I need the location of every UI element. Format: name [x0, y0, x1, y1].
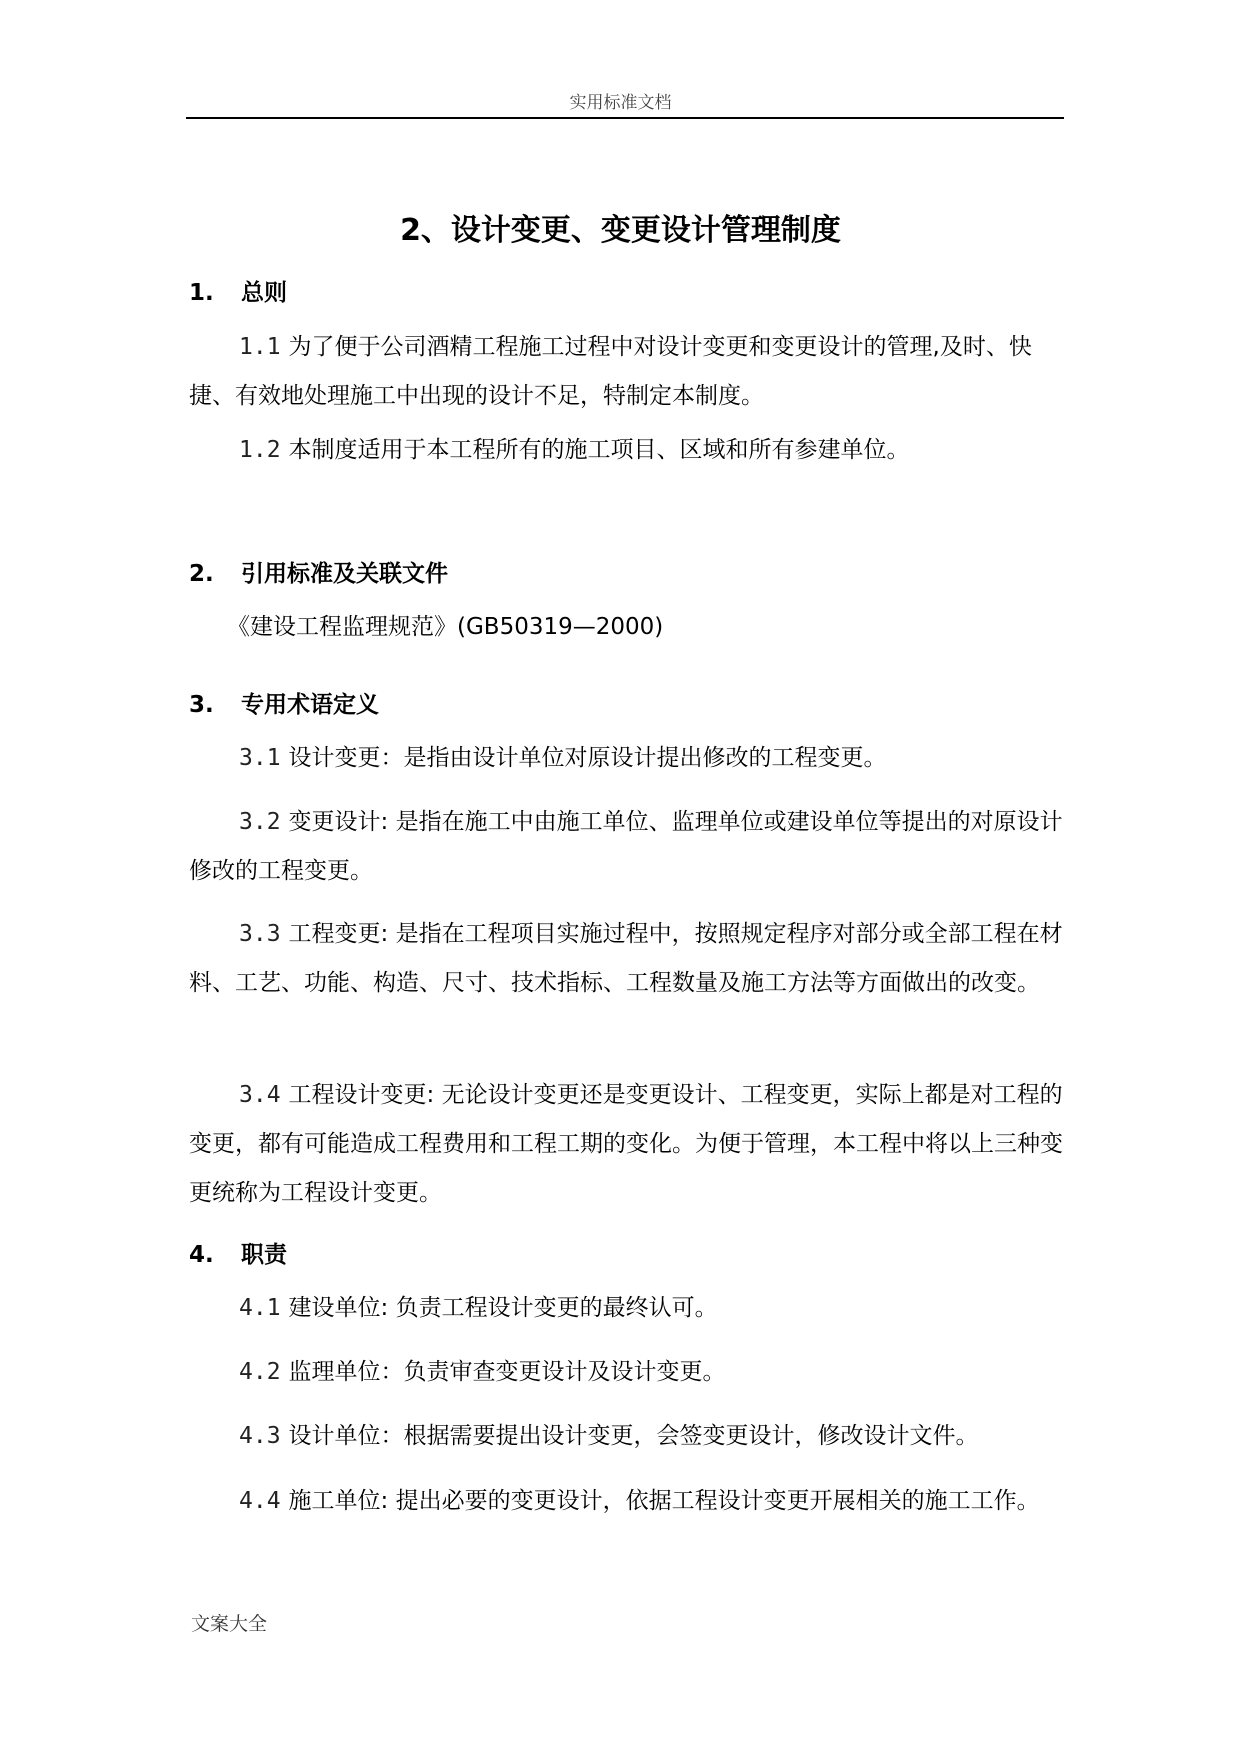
paragraph-number: 3.3 — [239, 921, 281, 947]
paragraph-number: 4.1 — [239, 1295, 281, 1321]
section-heading-references — [189, 555, 448, 588]
section-title: 专用术语定义 — [241, 692, 379, 718]
paragraph-text: 《建设工程监理规范》(GB50319—2000) — [227, 614, 664, 640]
paragraph-text: 为了便于公司酒精工程施工过程中对设计变更和变更设计的管理,及时、快捷、有效地处理施工中出现的设计不足，特制定本制度。 — [189, 334, 1032, 409]
paragraph-number: 4.2 — [239, 1359, 281, 1385]
paragraph-number: 3.4 — [239, 1082, 281, 1108]
header-divider — [186, 117, 1064, 119]
section-title: 引用标准及关联文件 — [241, 561, 448, 587]
section-title: 总则 — [241, 280, 287, 306]
paragraph-3-2 — [189, 798, 1069, 896]
page-header: 实用标准文档 — [569, 93, 672, 113]
paragraph-text: 设计单位：根据需要提出设计变更，会签变更设计，修改设计文件。 — [288, 1423, 979, 1449]
paragraph-text: 施工单位: 提出必要的变更设计，依据工程设计变更开展相关的施工工作。 — [288, 1488, 1040, 1514]
document-title: 2、设计变更、变更设计管理制度 — [400, 213, 841, 248]
paragraph-number: 1.2 — [239, 437, 281, 463]
section-number: 1. — [189, 280, 214, 306]
paragraph-number: 4.4 — [239, 1488, 281, 1514]
paragraph-4-2 — [189, 1348, 1069, 1397]
section-number: 2. — [189, 561, 214, 587]
paragraph-4-4 — [189, 1477, 1069, 1526]
paragraph-3-1 — [189, 734, 1069, 783]
section-heading-responsibilities — [189, 1236, 287, 1269]
paragraph-number: 3.1 — [239, 745, 281, 771]
paragraph-text: 建设单位: 负责工程设计变更的最终认可。 — [288, 1295, 718, 1321]
paragraph-3-4 — [189, 1071, 1069, 1218]
paragraph-3-3 — [189, 910, 1069, 1008]
paragraph-number: 1.1 — [239, 334, 281, 360]
page-footer: 文案大全 — [191, 1613, 268, 1635]
section-number: 4. — [189, 1242, 214, 1268]
paragraph-text: 设计变更：是指由设计单位对原设计提出修改的工程变更。 — [288, 745, 887, 771]
section-heading-definitions — [189, 686, 379, 719]
paragraph-text: 监理单位：负责审查变更设计及设计变更。 — [288, 1359, 726, 1385]
paragraph-4-1 — [189, 1284, 1069, 1333]
section-title: 职责 — [241, 1242, 287, 1268]
section-heading-general — [189, 274, 287, 307]
paragraph-text: 本制度适用于本工程所有的施工项目、区域和所有参建单位。 — [288, 437, 910, 463]
reference-standard — [189, 603, 1069, 652]
paragraph-number: 3.2 — [239, 809, 281, 835]
paragraph-text: 工程设计变更: 无论设计变更还是变更设计、工程变更，实际上都是对工程的变更，都有可能造成工程费用和工程工期的变化。为便于管理，本工程中将以上三种变更统称为工程设计变更。 — [189, 1082, 1063, 1206]
paragraph-text: 变更设计: 是指在施工中由施工单位、监理单位或建设单位等提出的对原设计修改的工程变更。 — [189, 809, 1063, 884]
paragraph-number: 4.3 — [239, 1423, 281, 1449]
paragraph-1-1 — [189, 323, 1069, 421]
section-number: 3. — [189, 692, 214, 718]
paragraph-4-3 — [189, 1412, 1069, 1461]
paragraph-text: 工程变更: 是指在工程项目实施过程中，按照规定程序对部分或全部工程在材料、工艺、功能、构造、尺寸、技术指标、工程数量及施工方法等方面做出的改变。 — [189, 921, 1063, 996]
paragraph-1-2 — [189, 426, 1069, 475]
